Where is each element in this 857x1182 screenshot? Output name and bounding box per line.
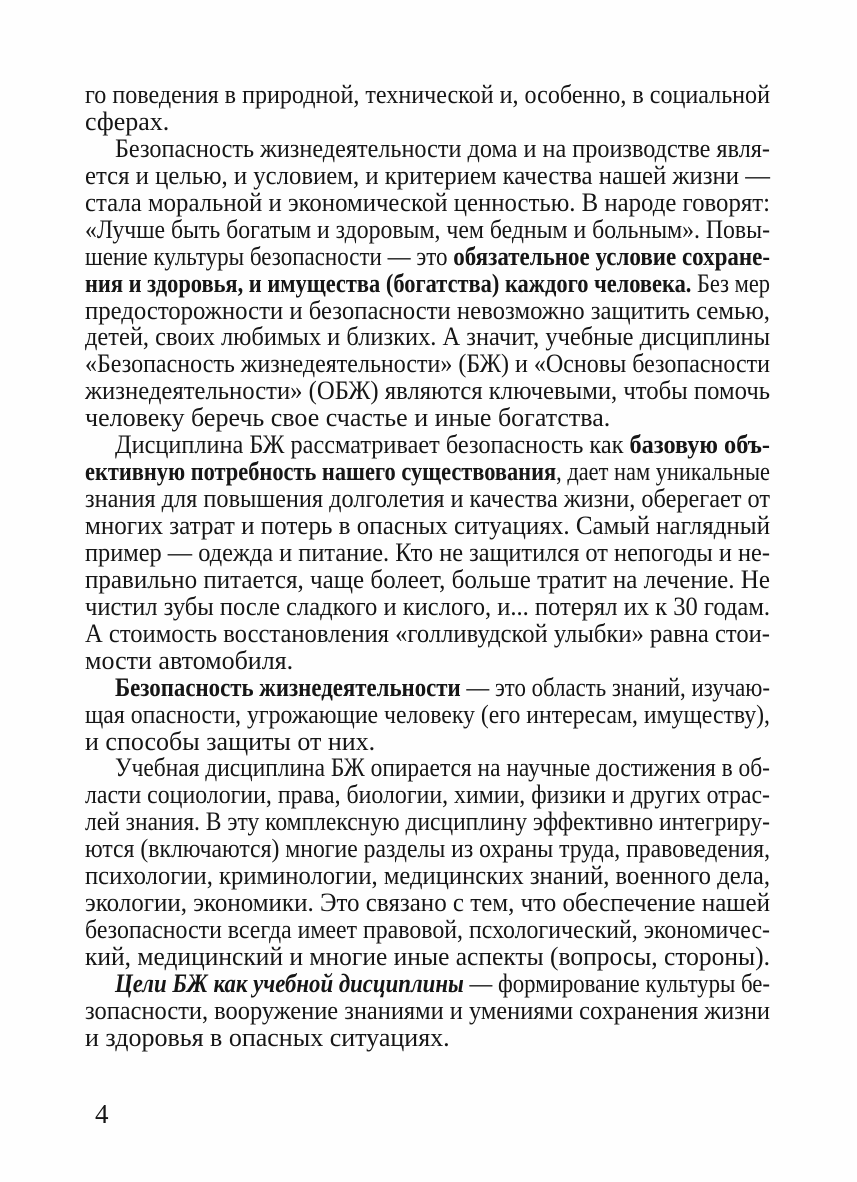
body-text: безопасности всегда имеет правовой, псхологический, экономичес- [85, 915, 770, 945]
body-text: Без мер [691, 268, 770, 298]
text-line [85, 405, 770, 432]
text-line [85, 295, 770, 325]
body-text: сферах. [85, 106, 170, 136]
text-line [85, 513, 770, 540]
body-text: знания для повышения долголетия и качества жизни, оберегает от [85, 484, 770, 514]
body-text: — это область знаний, изучаю- [460, 672, 770, 702]
body-text: ются (включаются) многие разделы из охраны труда, правоведения, [85, 834, 770, 864]
emphasis-text: Безопасность жизнедеятельности [115, 672, 461, 702]
text-line [85, 672, 770, 702]
text-line [85, 82, 770, 109]
text-line [85, 133, 770, 163]
text-line [85, 459, 770, 486]
body-text: пример — одежда и питание. Кто не защитился от непогоды и не- [85, 537, 770, 567]
emphasis-text: базовую объ- [629, 430, 770, 460]
emphasis-text: ния и здоровья, и имущества (богатства) каждого человека. [85, 268, 692, 298]
text-line [85, 755, 770, 782]
body-text: Безопасность жизнедеятельности дома и на производстве явля- [115, 133, 770, 163]
emphasis-text: Цели БЖ как учебной дисциплины [115, 968, 464, 998]
body-text: чистил зубы после сладкого и кислого, и... потерял их к 30 годам. [85, 591, 770, 621]
page-number: 4 [95, 1099, 109, 1129]
body-text: , дает нам уникальные [556, 457, 770, 487]
text-line [85, 106, 770, 136]
body-text: «Лучше быть богатым и здоровым, чем бедным и больным». Повы- [85, 214, 770, 244]
text-line [85, 618, 770, 648]
body-text: — формирование культуры бе- [463, 968, 770, 998]
body-text: Дисциплина БЖ рассматривает безопасность как [115, 430, 630, 460]
text-block [85, 82, 770, 1052]
emphasis-text: обязательное условие сохране- [453, 241, 770, 271]
body-text: предосторожности и безопасности невозможно защитить семью, [85, 295, 770, 325]
text-line [85, 187, 770, 217]
body-text: го поведения в природной, технической и, особенно, в социальной [85, 80, 770, 109]
text-line [85, 782, 770, 809]
text-line [85, 968, 770, 998]
body-text: ласти социологии, права, биологии, химии, физики и других отрас- [85, 780, 770, 810]
body-text: стала моральной и экономической ценностью. В народе говорят: [85, 187, 770, 217]
emphasis-text: ективную потребность нашего существования [85, 457, 557, 487]
text-line [85, 351, 770, 378]
text-line [85, 1022, 770, 1052]
body-text: А стоимость восстановления «голливудской улыбки» равна стои- [85, 618, 770, 648]
text-line [85, 268, 770, 298]
text-line [85, 564, 770, 594]
body-text: «Безопасность жизнедеятельности» (БЖ) и «Основы безопасности [85, 349, 770, 379]
text-line [85, 917, 770, 944]
body-text: лей знания. В эту комплексную дисциплину эффективно интегриру- [85, 807, 770, 837]
text-line [85, 809, 770, 836]
text-line [85, 432, 770, 459]
body-text: и способы защиты от них. [85, 726, 376, 756]
text-line [85, 995, 770, 1025]
text-line [85, 214, 770, 244]
text-line [85, 378, 770, 405]
body-text: правильно питается, чаще болеет, больше тратит на лечение. Не [85, 564, 770, 594]
body-text: многих затрат и потерь в опасных ситуациях. Самый наглядный [85, 511, 770, 540]
body-text: шение культуры безопасности — это [85, 241, 454, 271]
text-line [85, 645, 770, 675]
text-line [85, 241, 770, 271]
text-line [85, 591, 770, 621]
text-line [85, 944, 770, 971]
text-line [85, 890, 770, 917]
body-text: человеку беречь свое счастье и иные богатства. [85, 403, 611, 433]
body-text: и здоровья в опасных ситуациях. [85, 1022, 450, 1052]
body-text: зопасности, вооружение знаниями и умениями сохранения жизни [85, 995, 770, 1025]
text-line [85, 699, 770, 729]
text-line [85, 160, 770, 190]
text-line [85, 324, 770, 351]
body-text: психологии, криминологии, медицинских знаний, военного дела, [85, 861, 770, 891]
body-text: ется и целью, и условием, и критерием качества нашей жизни — [85, 160, 770, 190]
body-text: Учебная дисциплина БЖ опирается на научные достижения в об- [115, 753, 770, 783]
body-text: щая опасности, угрожающие человеку (его интересам, имуществу), [85, 699, 770, 729]
text-line [85, 863, 770, 890]
body-text: детей, своих любимых и близких. А значит, учебные дисциплины [85, 322, 770, 352]
body-text: жизнедеятельности» (ОБЖ) являются ключевыми, чтобы помочь [85, 376, 770, 406]
text-line [85, 836, 770, 863]
body-text: кий, медицинский и многие иные аспекты (вопросы, стороны). [85, 942, 770, 971]
text-line [85, 726, 770, 756]
body-text: экологии, экономики. Это связано с тем, что обеспечение нашей [85, 888, 770, 918]
text-line [85, 537, 770, 567]
body-text: мости автомобиля. [85, 645, 294, 675]
text-line [85, 486, 770, 513]
